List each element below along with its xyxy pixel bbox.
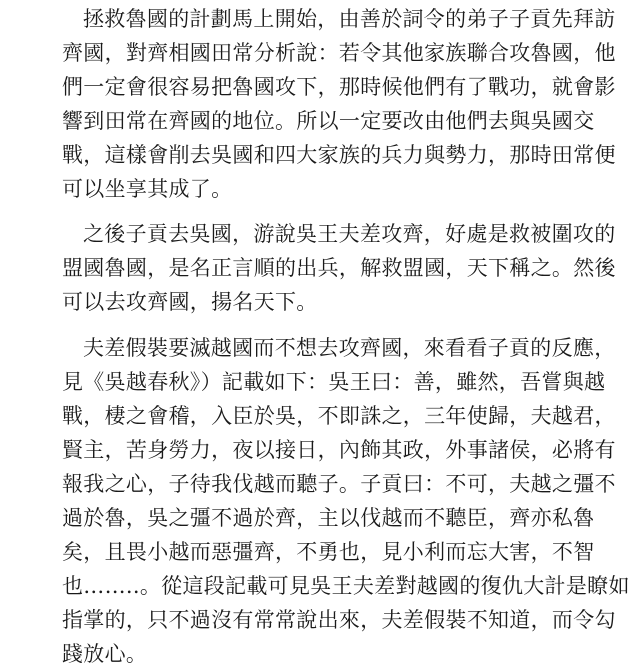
- text-line: 可以去攻齊國，揚名天下。: [62, 290, 318, 314]
- text-line: 可以坐享其成了。: [62, 177, 233, 201]
- text-line: 戰，棲之會稽，入臣於吳，不即誅之，三年使歸，夫越君，: [62, 404, 616, 428]
- text-line: 們一定會很容易把魯國攻下，那時候他們有了戰功，就會影: [62, 75, 616, 99]
- text-line: 賢主，苦身勞力，夜以接日，內飾其政，外事諸侯，必將有: [62, 438, 616, 462]
- text-line: 夫差假裝要滅越國而不想去攻齊國，來看看子貢的反應，: [83, 336, 616, 360]
- text-line: 見《吳越春秋》）記載如下：吳王曰：善，雖然，吾嘗與越: [62, 370, 606, 394]
- text-line: 之後子貢去吳國，游說吳王夫差攻齊，好處是救被圍攻的: [83, 222, 616, 246]
- text-line: 踐放心。: [62, 642, 148, 666]
- text-line: 指掌的，只不過沒有常常說出來，夫差假裝不知道，而令勾: [62, 608, 616, 632]
- text-line: 盟國魯國，是名正言順的出兵，解救盟國，天下稱之。然後: [62, 256, 616, 280]
- text-line: 戰，這樣會削去吳國和四大家族的兵力與勢力，那時田常便: [62, 143, 616, 167]
- text-line: 齊國，對齊相國田常分析說：若令其他家族聯合攻魯國，他: [62, 41, 616, 65]
- text-line: 報我之心，子待我伐越而聽子。子貢曰：不可，夫越之彊不: [62, 472, 616, 496]
- text-line: 響到田常在齊國的地位。所以一定要改由他們去與吳國交: [62, 109, 595, 133]
- text-line: 矣，且畏小越而惡彊齊，不勇也，見小利而忘大害，不智: [62, 540, 595, 564]
- text-line: 拯救魯國的計劃馬上開始，由善於詞令的弟子子貢先拜訪: [83, 7, 616, 31]
- text-line: 也……..。從這段記載可見吳王夫差對越國的復仇大計是瞭如: [62, 574, 630, 598]
- text-line: 過於魯，吳之彊不過於齊，主以伐越而不聽臣，齊亦私魯: [62, 506, 595, 530]
